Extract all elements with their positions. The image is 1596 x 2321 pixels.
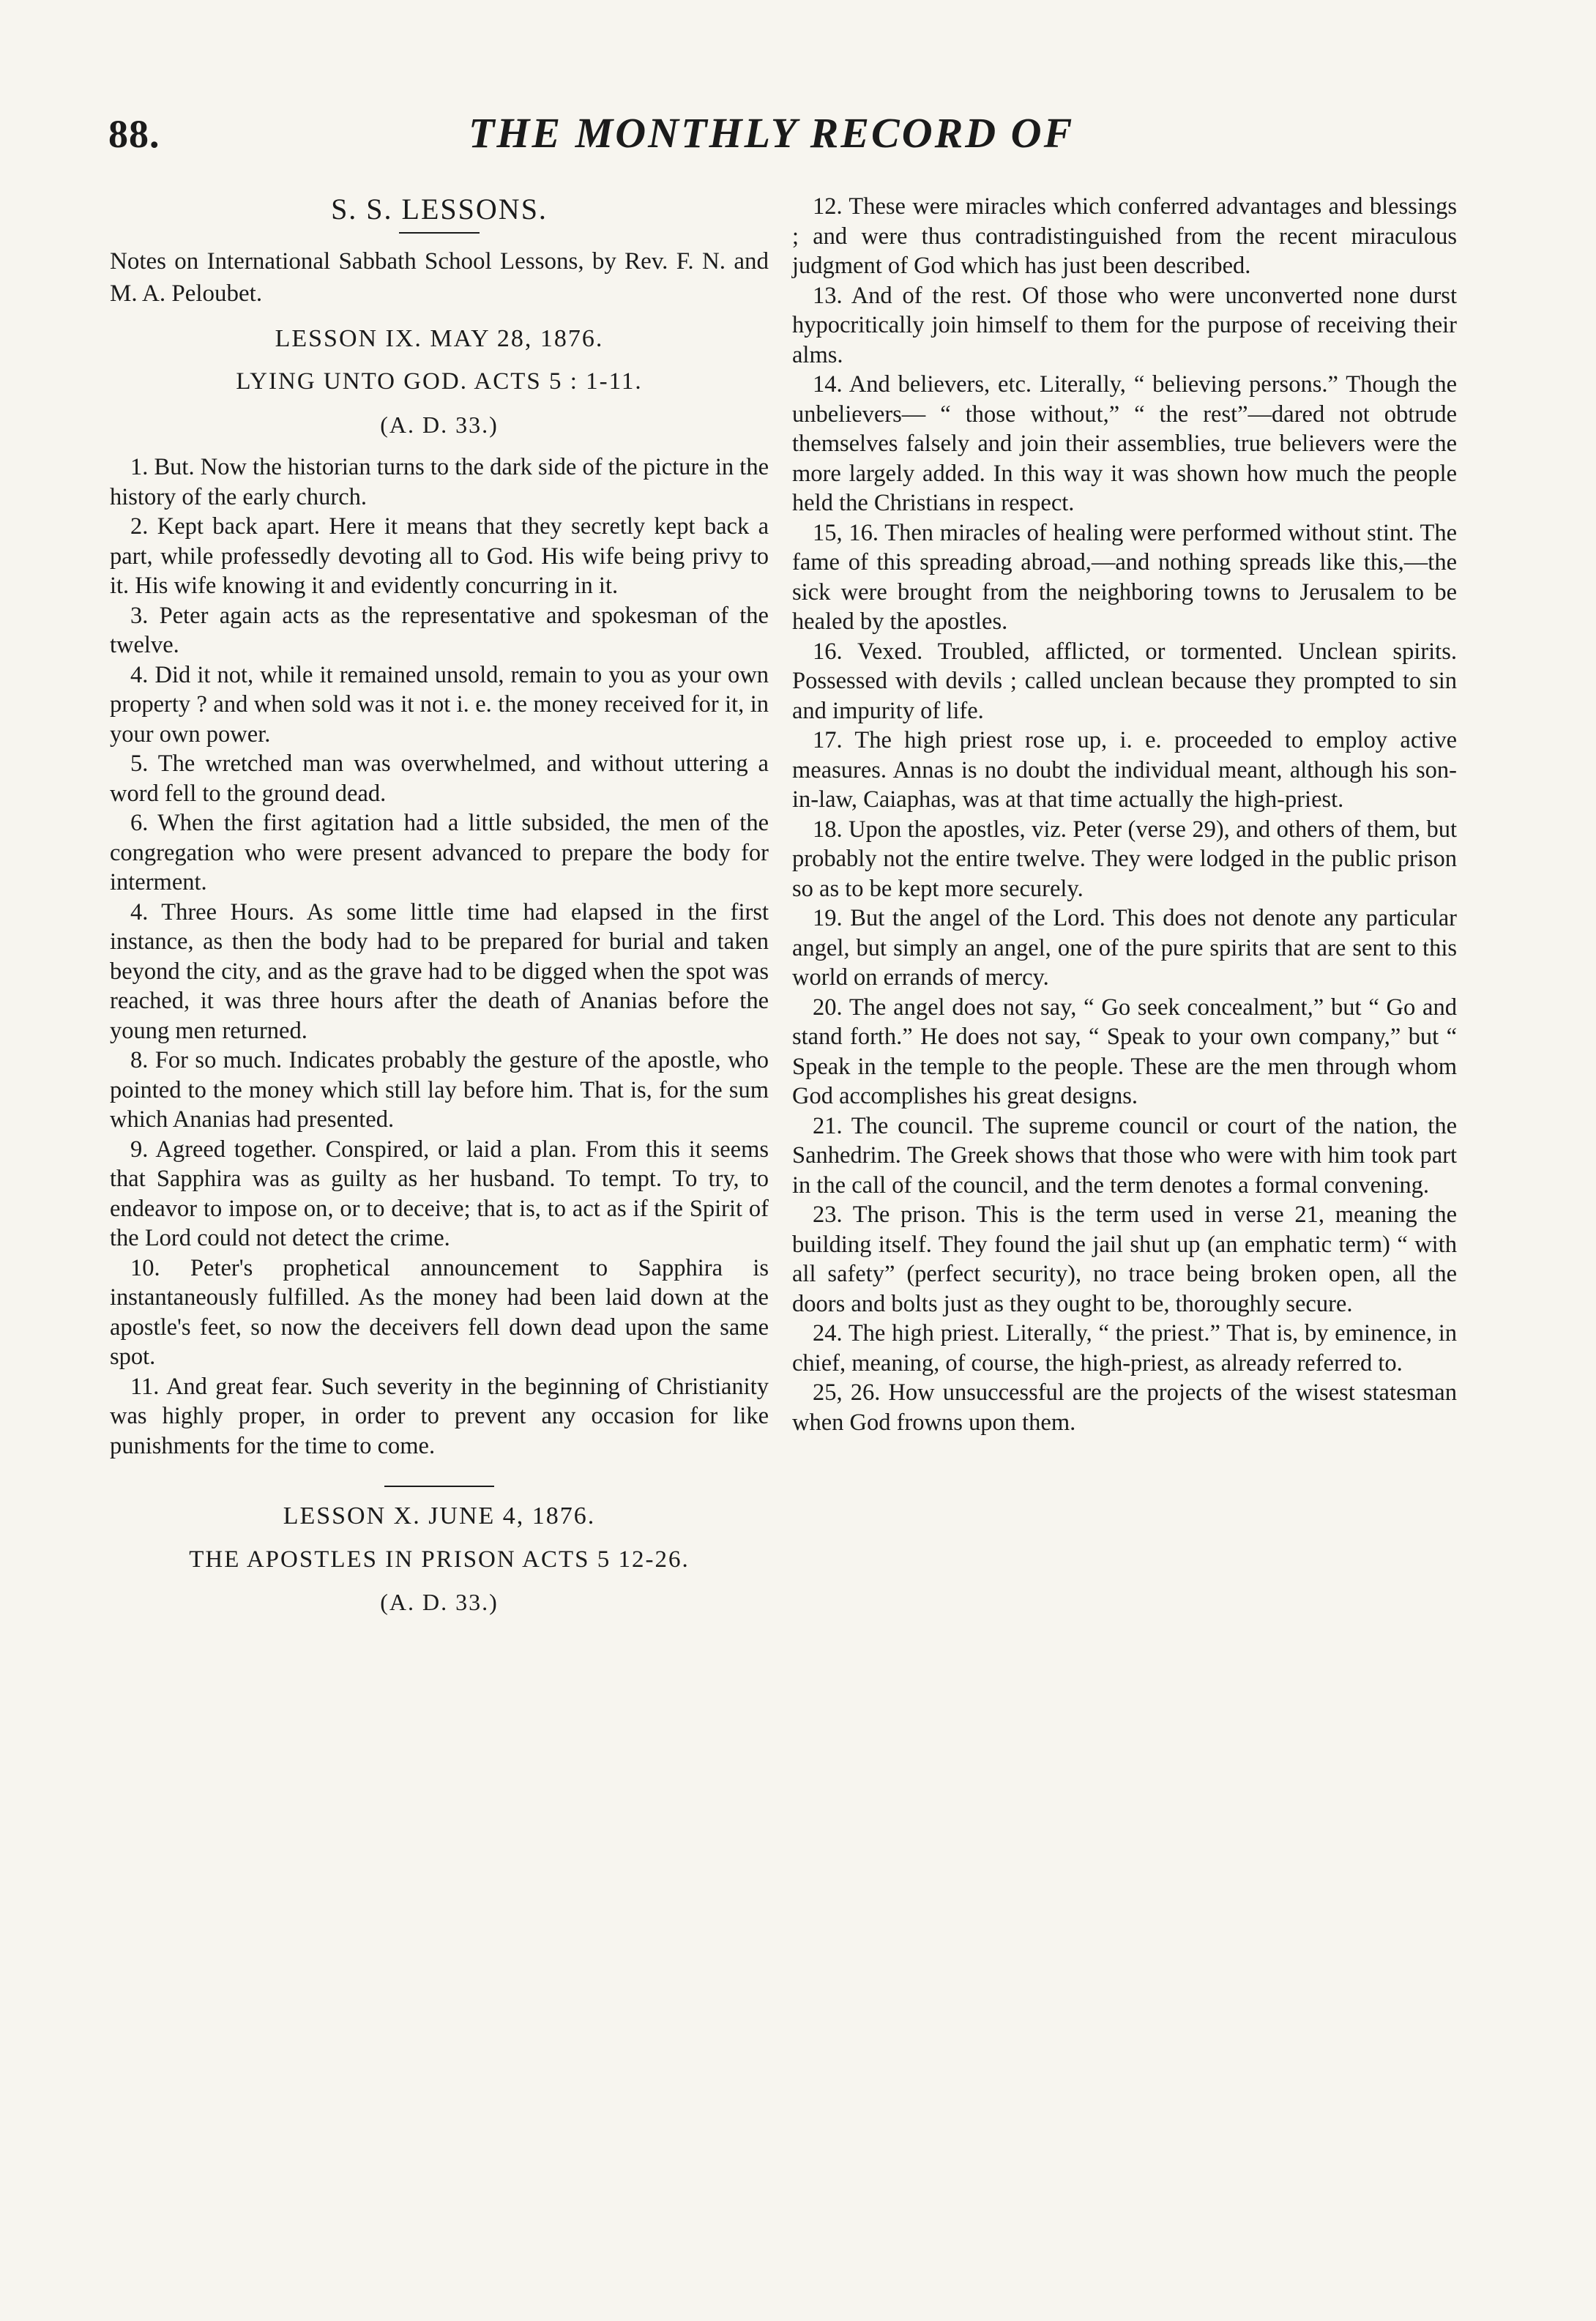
- note-paragraph: 9. Agreed together. Conspired, or laid a plan. From this it seems that Sapphira was as guilty as her husband. To tempt. To try, to endeavor to impose on, or to deceive; that is, to act as if the Spirit of the Lord could not detect the crime.: [110, 1136, 769, 1251]
- note-paragraph: 5. The wretched man was overwhelmed, and without uttering a word fell to the ground dead.: [110, 750, 769, 807]
- note-paragraph: 4. Did it not, while it remained unsold, remain to you as your own property ? and when sold was it not i. e. the money received for it, in your own power.: [110, 661, 769, 748]
- note-paragraph: 17. The high priest rose up, i. e. proceeded to employ active measures. Annas is no doubt the individual meant, although his son-in-law, Caiaphas, was at that time actually the high-priest.: [792, 727, 1457, 813]
- note-paragraph: 24. The high priest. Literally, “ the priest.” That is, by eminence, in chief, meaning, of course, the high-priest, as already referred to.: [792, 1320, 1457, 1376]
- note-paragraph: 18. Upon the apostles, viz. Peter (verse 29), and others of them, but probably not the entire twelve. They were lodged in the public prison so as to be kept more securely.: [792, 816, 1457, 902]
- lesson-10-date: (A. D. 33.): [380, 1589, 499, 1615]
- title-divider: [399, 232, 480, 234]
- note-paragraph: 23. The prison. This is the term used in verse 21, meaning the building itself. They found the jail shut up (an emphatic term) “ with all safety” (perfect security), no trace being broken open, all the doors and bolts just as they ought to be, thoroughly secure.: [792, 1202, 1457, 1317]
- lesson-divider: [384, 1486, 494, 1487]
- lesson-9-title: LYING UNTO GOD. ACTS 5 : 1-11.: [236, 368, 643, 395]
- running-head: THE MONTHLY RECORD OF: [469, 109, 1075, 157]
- note-paragraph: 11. And great fear. Such severity in the beginning of Christianity was highly proper, in order to prevent any occasion for like punishments for the time to come.: [110, 1373, 769, 1459]
- credit-line: Notes on International Sabbath School Lessons, by Rev. F. N. and M. A. Peloubet.: [110, 247, 769, 307]
- note-paragraph: 14. And believers, etc. Literally, “ believing persons.” Though the unbelievers— “ those without,” “ the rest”—dared not obtrude themselves falsely and join their assemblies, true believers were the more largely added. In this way it was shown how much the people held the Christians in respect.: [792, 371, 1457, 516]
- note-paragraph: 16. Vexed. Troubled, afflicted, or tormented. Unclean spirits. Possessed with devils ; called unclean because they prompted to sin and impurity of life.: [792, 638, 1457, 724]
- note-paragraph: 10. Peter's prophetical announcement to Sapphira is instantaneously fulfilled. As the money had been laid down at the apostle's feet, so now the deceivers fell down dead upon the same spot.: [110, 1254, 769, 1370]
- note-paragraph: 21. The council. The supreme council or court of the nation, the Sanhedrim. The Greek shows that those who were with him took part in the call of the council, and the term denotes a formal convening.: [792, 1112, 1457, 1199]
- page-number: 88.: [108, 112, 160, 156]
- lesson-9-heading: LESSON IX. MAY 28, 1876.: [275, 324, 604, 352]
- left-column: [110, 192, 769, 1631]
- note-paragraph: 8. For so much. Indicates probably the gesture of the apostle, who pointed to the money which still lay before him. That is, for the sum which Ananias had presented.: [110, 1047, 769, 1133]
- note-paragraph: 6. When the first agitation had a little subsided, the men of the congregation who were present advanced to prepare the body for interment.: [110, 810, 769, 895]
- note-paragraph: 1. But. Now the historian turns to the dark side of the picture in the history of the early church.: [110, 454, 769, 510]
- note-paragraph: 12. These were miracles which conferred advantages and blessings ; and were thus contradistinguished from the recent miraculous judgment of God which has just been described.: [792, 193, 1457, 279]
- note-paragraph: 4. Three Hours. As some little time had elapsed in the first instance, as then the body had to be prepared for burial and taken beyond the city, and as the grave had to be digged when the spot was reached, it was three hours after the death of Ananias before the young men returned.: [110, 898, 769, 1044]
- lesson-10-title: THE APOSTLES IN PRISON ACTS 5 12-26.: [189, 1546, 690, 1573]
- right-column: [792, 192, 1457, 1437]
- note-paragraph: 3. Peter again acts as the representative and spokesman of the twelve.: [110, 602, 769, 658]
- note-paragraph: 19. But the angel of the Lord. This does not denote any particular angel, but simply an angel, one of the pure spirits that are sent to this world on errands of mercy.: [792, 905, 1457, 991]
- note-paragraph: 13. And of the rest. Of those who were unconverted none durst hypocritically join himself to them for the purpose of receiving their alms.: [792, 282, 1457, 368]
- lesson-10-heading: LESSON X. JUNE 4, 1876.: [283, 1502, 596, 1530]
- note-paragraph: 25, 26. How unsuccessful are the projects of the wisest statesman when God frowns upon them.: [792, 1379, 1457, 1436]
- lesson-9-date: (A. D. 33.): [380, 411, 499, 438]
- section-title: S. S. LESSONS.: [331, 193, 548, 226]
- note-paragraph: 20. The angel does not say, “ Go seek concealment,” but “ Go and stand forth.” He does not say, “ Speak to your own company,” but “ Speak in the temple to the people. These are the men through whom God accomplishes his great designs.: [792, 994, 1457, 1109]
- note-paragraph: 15, 16. Then miracles of healing were performed without stint. The fame of this spreading abroad,—and nothing spreads like this,—the sick were brought from the neighboring towns to Jerusalem to be healed by the apostles.: [792, 519, 1457, 635]
- note-paragraph: 2. Kept back apart. Here it means that they secretly kept back a part, while professedly devoting all to God. His wife being privy to it. His wife knowing it and evidently concurring in it.: [110, 513, 769, 599]
